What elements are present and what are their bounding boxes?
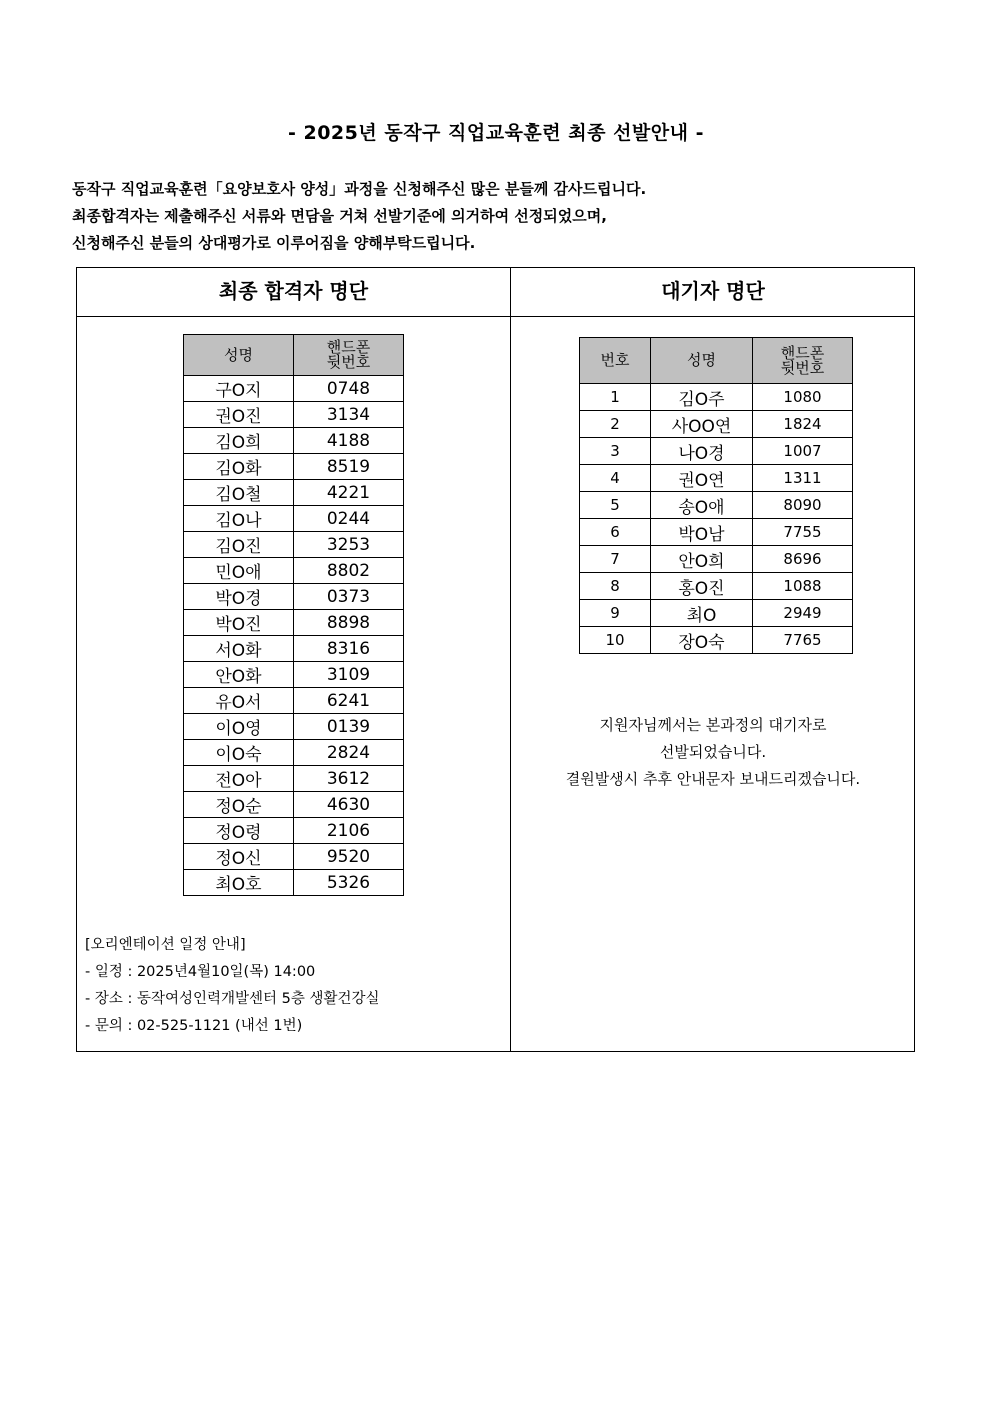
number-cell: 9 (580, 600, 651, 627)
phone-cell: 8898 (294, 610, 404, 636)
table-row (184, 480, 404, 506)
name-cell: 최O (651, 600, 753, 627)
table-header-row (580, 338, 853, 384)
orientation-line: - 장소 : 동작여성인력개발센터 5층 생활건강실 (85, 991, 380, 1007)
table-row (184, 610, 404, 636)
table-row (580, 492, 853, 519)
table-row (184, 662, 404, 688)
phone-cell: 1088 (753, 573, 853, 600)
table-row (580, 438, 853, 465)
table-row (184, 428, 404, 454)
table-row (184, 766, 404, 792)
col-no-header: 번호 (580, 338, 651, 384)
table-row (580, 627, 853, 654)
number-cell: 7 (580, 546, 651, 573)
table-row (184, 818, 404, 844)
intro-text (72, 176, 932, 257)
name-cell: 김O나 (184, 506, 294, 532)
name-cell: 유O서 (184, 688, 294, 714)
phone-cell: 2949 (753, 600, 853, 627)
number-cell: 8 (580, 573, 651, 600)
phone-cell: 5326 (294, 870, 404, 896)
phone-cell: 4221 (294, 480, 404, 506)
table-row (184, 844, 404, 870)
name-cell: 김O희 (184, 428, 294, 454)
number-cell: 6 (580, 519, 651, 546)
phone-cell: 2824 (294, 740, 404, 766)
phone-cell: 3253 (294, 532, 404, 558)
table-row (184, 376, 404, 402)
name-cell: 사OO연 (651, 411, 753, 438)
final-list-heading: 최종 합격자 명단 (218, 279, 369, 303)
name-cell: 이O영 (184, 714, 294, 740)
table-row (184, 558, 404, 584)
table-row (580, 384, 853, 411)
col-phone-header: 핸드폰 뒷번호 (753, 338, 853, 384)
intro-line: 동작구 직업교육훈련「요양보호사 양성」과정을 신청해주신 많은 분들께 감사드립니다. (72, 180, 647, 198)
table-row (184, 532, 404, 558)
table-header-row (184, 335, 404, 376)
orientation-info (85, 932, 380, 1040)
phone-cell: 0748 (294, 376, 404, 402)
page-title: - 2025년 동작구 직업교육훈련 최종 선발안내 - (287, 122, 704, 144)
name-cell: 최O호 (184, 870, 294, 896)
table-row (184, 688, 404, 714)
name-cell: 권O진 (184, 402, 294, 428)
phone-cell: 1080 (753, 384, 853, 411)
name-cell: 서O화 (184, 636, 294, 662)
phone-cell: 2106 (294, 818, 404, 844)
phone-cell: 9520 (294, 844, 404, 870)
phone-cell: 0373 (294, 584, 404, 610)
table-row (580, 546, 853, 573)
table-row (580, 573, 853, 600)
name-cell: 김O화 (184, 454, 294, 480)
table-row (184, 740, 404, 766)
name-cell: 박O경 (184, 584, 294, 610)
phone-cell: 8802 (294, 558, 404, 584)
name-cell: 박O남 (651, 519, 753, 546)
col-name-header: 성명 (184, 335, 294, 376)
phone-cell: 3109 (294, 662, 404, 688)
table-row (184, 506, 404, 532)
number-cell: 3 (580, 438, 651, 465)
phone-cell: 8519 (294, 454, 404, 480)
notice-line: 결원발생시 추후 안내문자 보내드리겠습니다. (565, 770, 861, 788)
name-cell: 박O진 (184, 610, 294, 636)
phone-cell: 8316 (294, 636, 404, 662)
table-row (184, 636, 404, 662)
phone-cell: 3134 (294, 402, 404, 428)
name-cell: 정O순 (184, 792, 294, 818)
number-cell: 2 (580, 411, 651, 438)
column-divider (510, 268, 511, 1051)
name-cell: 권O연 (651, 465, 753, 492)
intro-line: 최종합격자는 제출해주신 서류와 면담을 거쳐 선발기준에 의거하여 선정되었으며, (72, 207, 607, 225)
phone-cell: 0244 (294, 506, 404, 532)
name-cell: 안O희 (651, 546, 753, 573)
name-cell: 홍O진 (651, 573, 753, 600)
orientation-heading: [오리엔테이션 일정 안내] (85, 937, 246, 953)
intro-line: 신청해주신 분들의 상대평가로 이루어짐을 양해부탁드립니다. (72, 234, 476, 252)
phone-cell: 4630 (294, 792, 404, 818)
name-cell: 안O화 (184, 662, 294, 688)
col-name-header: 성명 (651, 338, 753, 384)
phone-cell: 1824 (753, 411, 853, 438)
final-list-table (183, 334, 404, 896)
table-row (184, 870, 404, 896)
orientation-line: - 문의 : 02-525-1121 (내선 1번) (85, 1018, 303, 1034)
name-cell: 나O경 (651, 438, 753, 465)
table-row (184, 402, 404, 428)
notice-line: 선발되었습니다. (659, 743, 767, 761)
table-row (184, 454, 404, 480)
name-cell: 이O숙 (184, 740, 294, 766)
col-phone-header: 핸드폰 뒷번호 (294, 335, 404, 376)
name-cell: 장O숙 (651, 627, 753, 654)
table-row (184, 714, 404, 740)
orientation-line: - 일정 : 2025년4월10일(목) 14:00 (85, 964, 316, 980)
phone-cell: 3612 (294, 766, 404, 792)
table-row (184, 792, 404, 818)
phone-cell: 4188 (294, 428, 404, 454)
phone-cell: 7765 (753, 627, 853, 654)
name-cell: 구O지 (184, 376, 294, 402)
phone-cell: 1007 (753, 438, 853, 465)
table-row (580, 411, 853, 438)
number-cell: 4 (580, 465, 651, 492)
phone-cell: 8696 (753, 546, 853, 573)
table-row (580, 519, 853, 546)
name-cell: 전O아 (184, 766, 294, 792)
phone-cell: 6241 (294, 688, 404, 714)
name-cell: 정O신 (184, 844, 294, 870)
phone-cell: 8090 (753, 492, 853, 519)
waitlist-notice (511, 712, 915, 793)
table-row (580, 600, 853, 627)
phone-cell: 7755 (753, 519, 853, 546)
number-cell: 1 (580, 384, 651, 411)
waitlist-heading: 대기자 명단 (661, 279, 765, 303)
name-cell: 김O주 (651, 384, 753, 411)
name-cell: 송O애 (651, 492, 753, 519)
table-row (184, 584, 404, 610)
name-cell: 김O철 (184, 480, 294, 506)
number-cell: 10 (580, 627, 651, 654)
name-cell: 민O애 (184, 558, 294, 584)
phone-cell: 1311 (753, 465, 853, 492)
name-cell: 정O령 (184, 818, 294, 844)
notice-line: 지원자님께서는 본과정의 대기자로 (599, 716, 827, 734)
header-divider (77, 316, 914, 317)
results-frame (76, 267, 915, 1052)
table-row (580, 465, 853, 492)
waitlist-table (579, 337, 853, 654)
phone-cell: 0139 (294, 714, 404, 740)
name-cell: 김O진 (184, 532, 294, 558)
number-cell: 5 (580, 492, 651, 519)
